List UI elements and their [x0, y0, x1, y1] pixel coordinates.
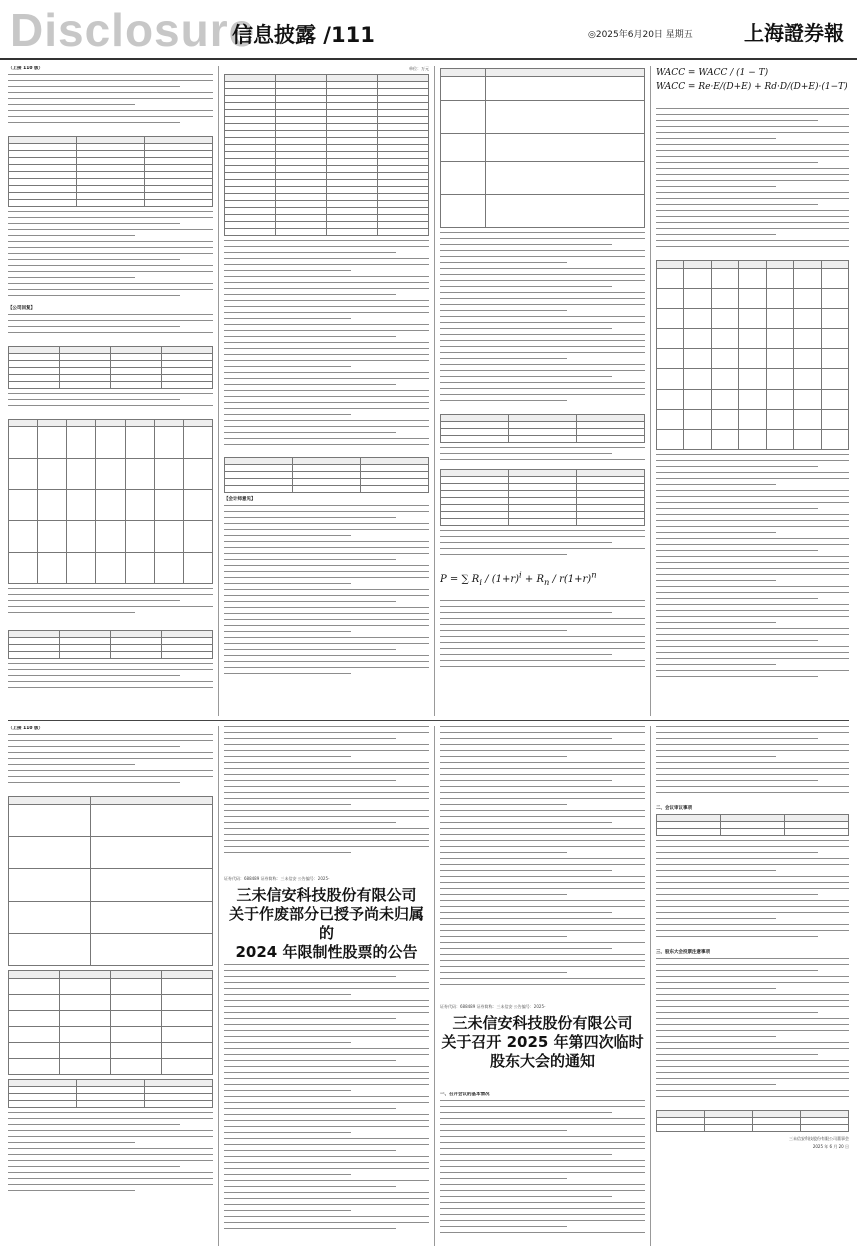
announcement-1-company: 三未信安科技股份有限公司 [236, 886, 417, 904]
announcement-1-header [224, 876, 429, 962]
section-divider [8, 720, 849, 721]
body-text-lines [656, 840, 849, 950]
body-text-lines [224, 240, 429, 455]
masthead-section-title: 信息披露 /111 [232, 23, 375, 47]
wacc-formula [656, 66, 849, 108]
summary-table [8, 630, 213, 659]
column-divider [434, 726, 435, 1246]
body-text-lines [224, 964, 429, 1246]
masthead-date: ◎2025年6月20日 星期五 [588, 30, 693, 40]
signature-date: 2025 年 6 月 20 日 [812, 1144, 849, 1149]
company-reply-heading: 【公司回复】 [8, 306, 35, 311]
body-text-lines [8, 314, 213, 344]
top-half [8, 66, 849, 716]
body-text-lines [8, 734, 213, 794]
balance-table [224, 457, 429, 493]
body-text-lines [656, 108, 849, 258]
vesting-ratio-table [8, 1079, 213, 1108]
financial-table [8, 136, 213, 207]
top-column-3 [440, 66, 645, 716]
masthead [0, 0, 857, 60]
impairment-table [440, 469, 645, 526]
table-unit: 单位：万元 [409, 66, 429, 71]
body-text-lines [8, 1112, 213, 1202]
announcement-1-title-line-2: 2024 年限制性股票的公告 [235, 943, 418, 961]
body-text-lines [8, 393, 213, 417]
bottom-column-4 [656, 726, 849, 1246]
agenda-table [656, 814, 849, 836]
bottom-column-1 [8, 726, 213, 1246]
body-text-lines [224, 726, 429, 866]
announcement-1-body [224, 964, 429, 1246]
body-text-lines [440, 600, 645, 680]
project-detail-table [8, 419, 213, 584]
meeting-basic-info-heading: 一、召开会议的基本情况 [440, 1092, 490, 1097]
voting-notes-heading: 三、股东大会投票注意事项 [656, 950, 710, 955]
bottom-half [8, 726, 849, 1246]
body-text-lines [8, 74, 213, 134]
wacc-formula-line-2: WACC = Re·E/(D+E) + Rd·D/(D+E)·(1−T) [656, 82, 848, 92]
body-text-lines [8, 211, 213, 306]
meeting-agenda-heading: 二、会议审议事项 [656, 806, 692, 811]
announcement-2-company: 三未信安科技股份有限公司 [452, 1014, 633, 1032]
body-text-lines [8, 588, 213, 628]
body-text-lines [8, 663, 213, 703]
top-continuation-heading: （上接 110 版） [8, 66, 44, 71]
top-column-2 [224, 66, 429, 716]
announcement-2-meta: 证券代码：688489 证券简称：三未信安 公告编号：2025- [440, 1004, 546, 1009]
body-text-lines [440, 1100, 645, 1246]
body-text-lines [440, 726, 645, 996]
assessment-table [440, 68, 645, 228]
body-text-lines [440, 447, 645, 467]
body-text-lines [224, 505, 429, 685]
body-text-lines [656, 726, 849, 806]
announcement-2-title-line-2: 股东大会的通知 [489, 1052, 595, 1070]
customer-table [224, 74, 429, 236]
masthead-english-title: Disclosure [10, 4, 256, 56]
top-column-1 [8, 66, 213, 716]
announcement-2-body [440, 1092, 645, 1246]
announcement-2-header [440, 1004, 645, 1071]
column-divider [218, 66, 219, 716]
column-divider [650, 66, 651, 716]
masthead-newspaper-name: 上海證券報 [744, 21, 844, 45]
column-divider [218, 726, 219, 1246]
valuation-table [440, 414, 645, 443]
present-value-formula [440, 570, 645, 600]
bottom-continuation-heading: （上接 110 版） [8, 726, 44, 731]
body-text-lines [656, 454, 849, 694]
announcement-2-title-line-1: 关于召开 2025 年第四次临时 [441, 1033, 644, 1051]
goodwill-table [656, 260, 849, 450]
announcement-1-title-line-1: 关于作废部分已授予尚未归属的 [228, 905, 424, 942]
performance-target-table [8, 970, 213, 1075]
revenue-table [8, 346, 213, 389]
wacc-formula-line-1: WACC = WACC / (1 − T) [656, 68, 769, 78]
accountant-opinion-heading: 【会计师意见】 [224, 497, 256, 502]
column-divider [434, 66, 435, 716]
body-text-lines [440, 530, 645, 570]
formula-lhs: P = ∑ $R_i / (1+r)^i + R_n / r(1+r)^n$ [440, 570, 597, 588]
unlock-conditions-table [8, 796, 213, 966]
body-text-lines [656, 958, 849, 1108]
proxy-form-table [656, 1110, 849, 1132]
announcement-1-meta: 证券代码：688489 证券简称：三未信安 公告编号：2025- [224, 876, 330, 881]
board-signature: 三未信安科技股份有限公司董事会 [789, 1136, 849, 1141]
top-column-4 [656, 66, 849, 716]
body-text-lines [440, 232, 645, 412]
column-divider [650, 726, 651, 1246]
